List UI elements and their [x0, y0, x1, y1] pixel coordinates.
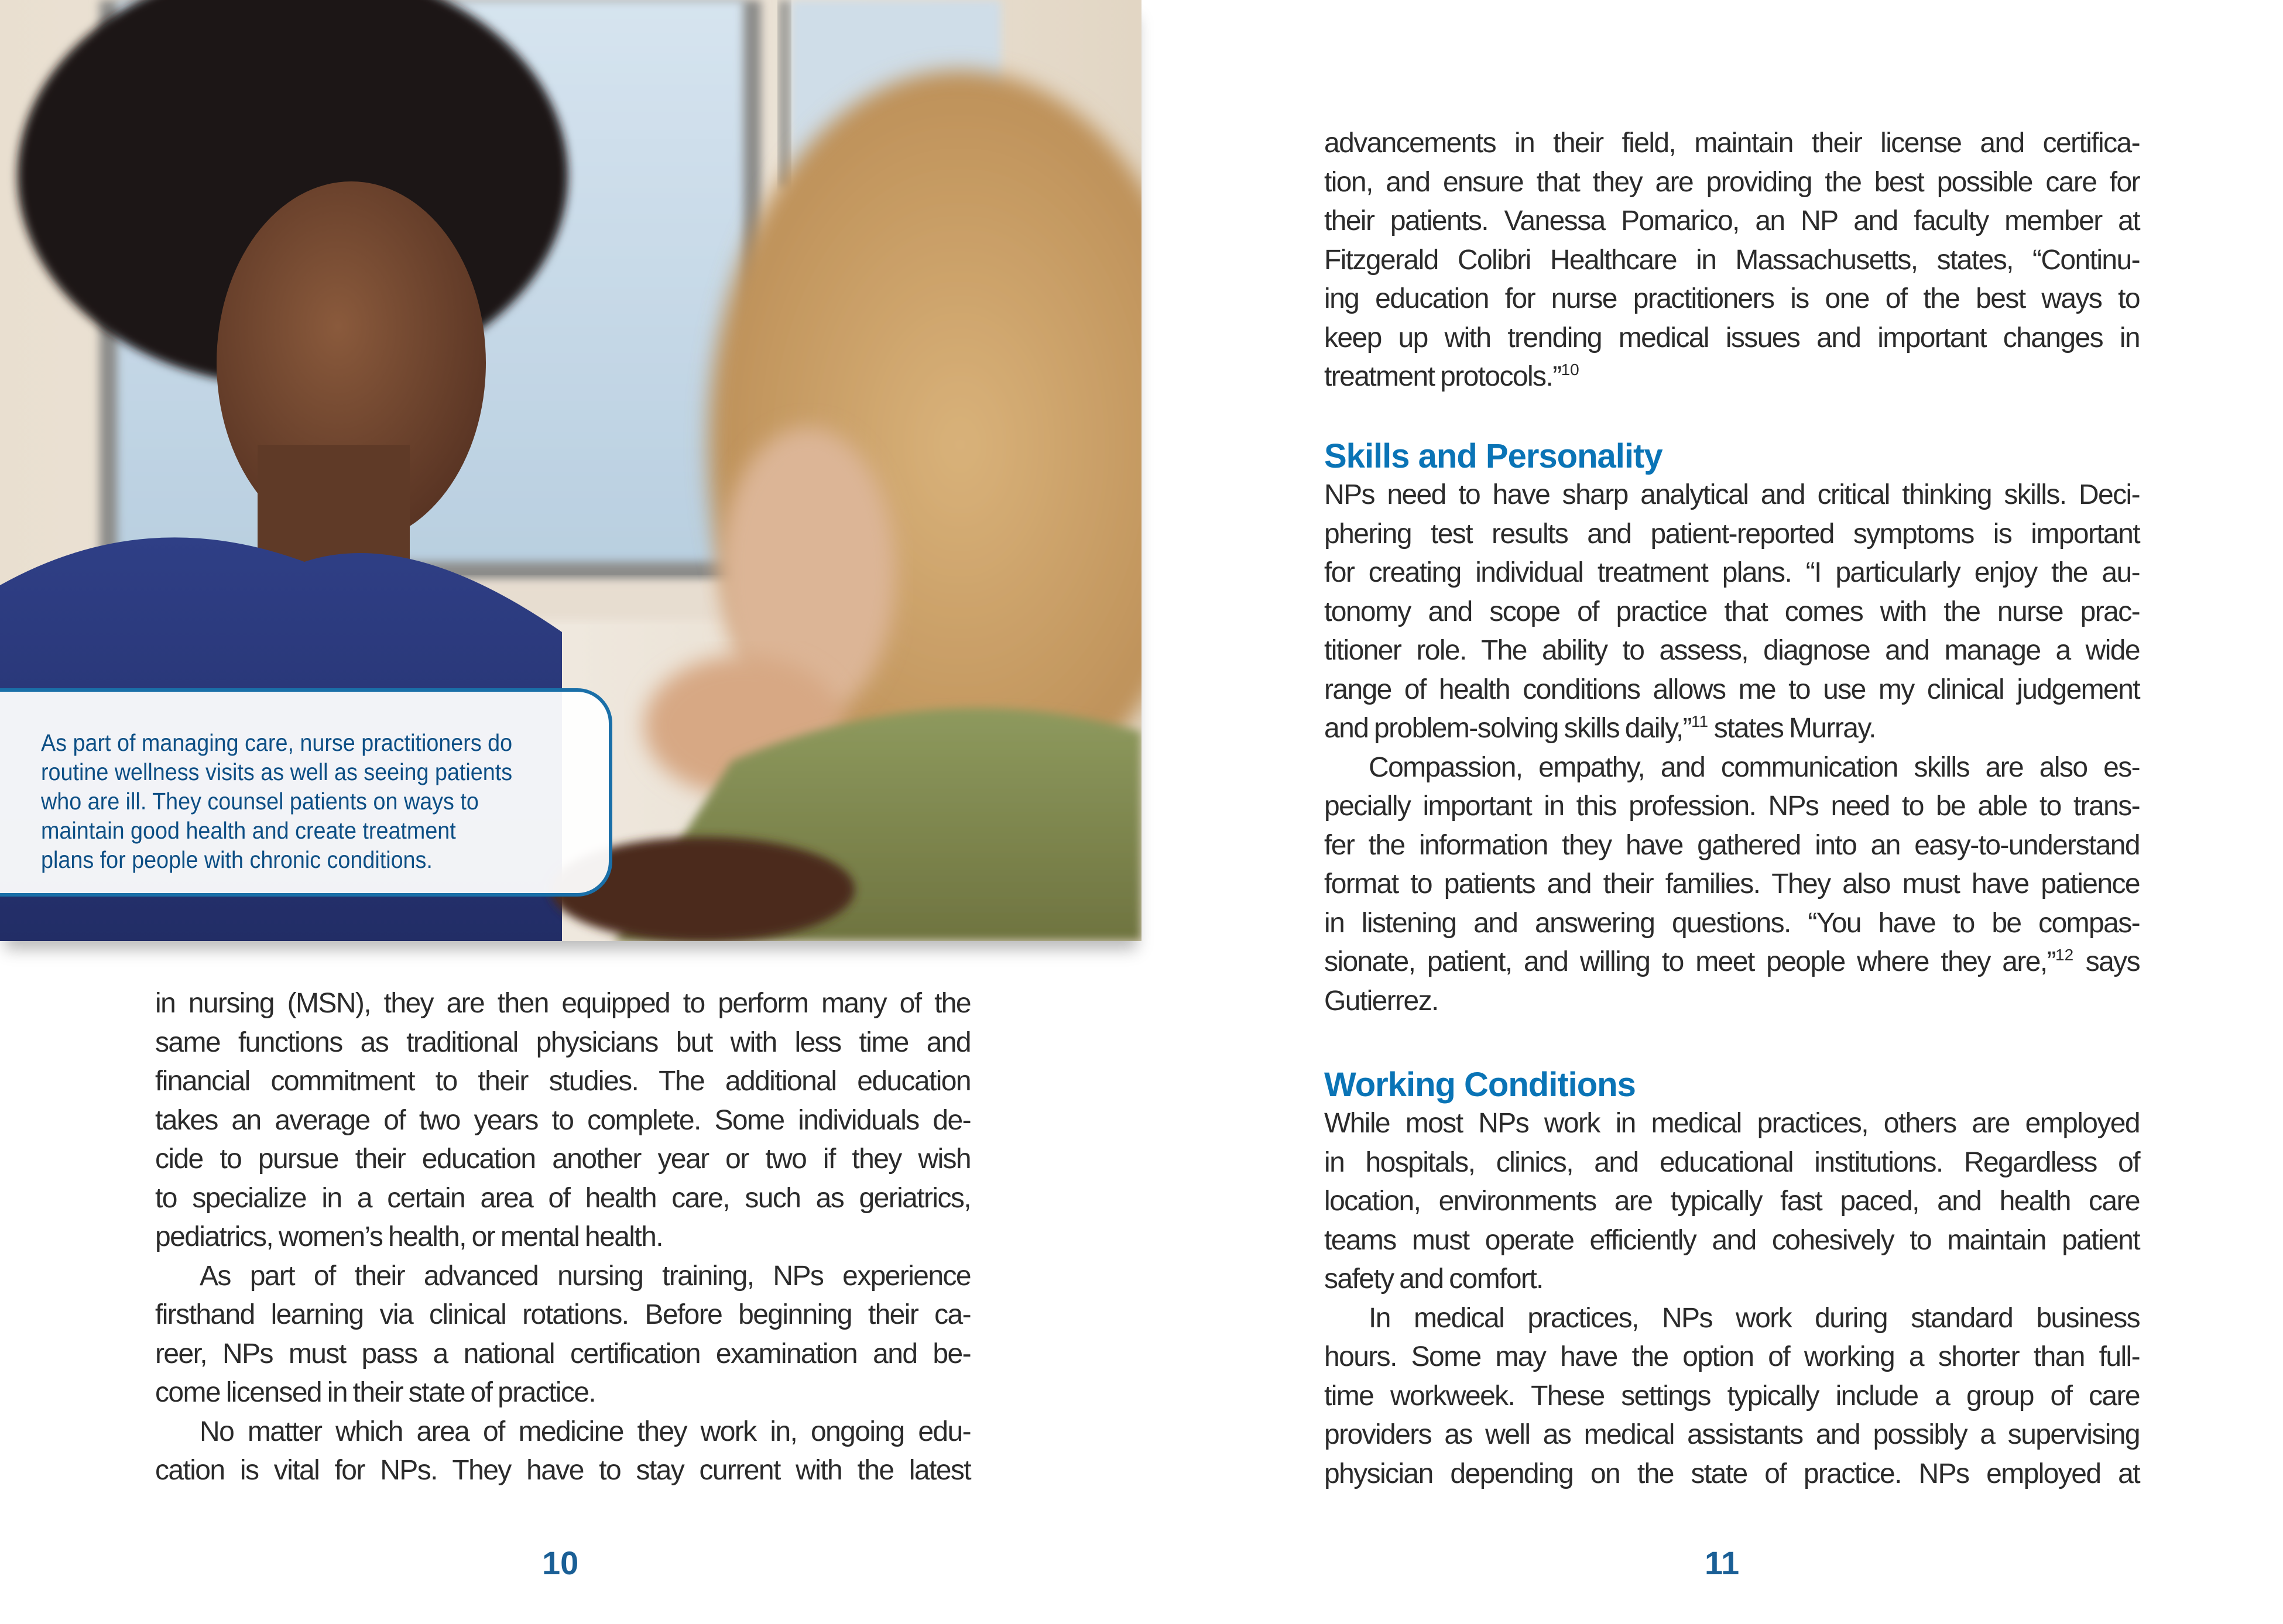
text-line: ing education for nurse practitioners is one of the best ways to	[1324, 283, 2140, 314]
text-line: physician depending on the state of practice. NPs employed at	[1324, 1458, 2140, 1489]
caption-line: plans for people with chronic conditions.	[41, 846, 433, 873]
text-line: in nursing (MSN), they are then equipped to perform many of the	[155, 988, 971, 1019]
text-line: teams must operate efficiently and cohesively to maintain patient	[1324, 1224, 2140, 1256]
text-line: takes an average of two years to complete. Some individuals de-	[155, 1104, 971, 1136]
text-line: range of health conditions allows me to use my clinical judgement	[1324, 674, 2140, 705]
text-line: No matter which area of medicine they work in, ongoing edu-	[200, 1416, 971, 1447]
text-line: advancements in their field, maintain their license and certifica-	[1324, 128, 2140, 159]
working-section-body	[1324, 1104, 2140, 1493]
section-heading-working: Working Conditions	[1324, 1066, 1636, 1104]
skills-section-body	[1324, 476, 2140, 1021]
text-line: fer the information they have gathered into an easy-to-understand	[1324, 829, 2140, 861]
text-line: time workweek. These settings typically include a group of care	[1324, 1380, 2140, 1412]
page-number-left: 10	[542, 1544, 579, 1581]
left-page-body	[155, 984, 971, 1491]
text-line: In medical practices, NPs work during standard business	[1369, 1302, 2140, 1334]
text-line: format to patients and their families. They also must have patience	[1324, 868, 2140, 899]
footnote-ref: 11	[1691, 712, 1709, 730]
text-line: firsthand learning via clinical rotations. Before beginning their ca-	[155, 1299, 971, 1330]
text-line: safety and comfort.	[1324, 1264, 1543, 1295]
text-line: Compassion, empathy, and communication skills are also es-	[1369, 751, 2140, 783]
caption-line: maintain good health and create treatment	[41, 817, 456, 844]
text-line: While most NPs work in medical practices, others are employed	[1324, 1108, 2140, 1139]
text-line: pecially important in this profession. NPs need to be able to trans-	[1324, 791, 2140, 822]
text-fragment: and problem-solving skills daily,”	[1324, 713, 1691, 744]
footnote-ref: 10	[1561, 360, 1579, 379]
text-line: cide to pursue their education another year or two if they wish	[155, 1144, 971, 1175]
text-line: come licensed in their state of practice.	[155, 1377, 596, 1408]
text-line: keep up with trending medical issues and important changes in	[1324, 322, 2140, 353]
text-line: location, environments are typically fast paced, and health care	[1324, 1186, 2140, 1217]
text-fragment: states Murray.	[1708, 713, 1876, 744]
text-line: to specialize in a certain area of health care, such as geriatrics,	[155, 1182, 971, 1214]
text-line	[1324, 943, 2140, 982]
text-line: hours. Some may have the option of working a shorter than full-	[1324, 1341, 2140, 1372]
text-line	[1324, 358, 2140, 397]
caption-line: As part of managing care, nurse practitioners do	[41, 729, 513, 756]
page-number-right: 11	[1705, 1544, 1740, 1581]
text-line: financial commitment to their studies. The additional education	[155, 1066, 971, 1097]
text-line: for creating individual treatment plans. “I particularly enjoy the au-	[1324, 557, 2140, 588]
text-line: in hospitals, clinics, and educational institutions. Regardless of	[1324, 1146, 2140, 1178]
text-line: tion, and ensure that they are providing the best possible care for	[1324, 166, 2140, 198]
text-line: NPs need to have sharp analytical and critical thinking skills. Deci-	[1324, 479, 2140, 510]
text-line: providers as well as medical assistants and possibly a supervising	[1324, 1419, 2140, 1450]
caption-line: routine wellness visits as well as seeing patients	[41, 758, 513, 785]
text-line: same functions as traditional physicians but with less time and	[155, 1026, 971, 1058]
text-line: reer, NPs must pass a national certification examination and be-	[155, 1338, 971, 1369]
text-fragment: sionate, patient, and willing to meet people where they are,”	[1324, 946, 2055, 977]
text-line: their patients. Vanessa Pomarico, an NP and faculty member at	[1324, 205, 2140, 236]
photo-caption	[41, 728, 603, 874]
text-line: As part of their advanced nursing training, NPs experience	[200, 1260, 971, 1292]
nurse-patient-photo	[0, 0, 1142, 941]
footnote-ref: 12	[2055, 946, 2074, 964]
text-line: titioner role. The ability to assess, diagnose and manage a wide	[1324, 635, 2140, 666]
photo-caption-box	[0, 688, 612, 897]
text-line: Gutierrez.	[1324, 985, 1438, 1017]
text-line: Fitzgerald Colibri Healthcare in Massachusetts, states, “Continu-	[1324, 244, 2140, 276]
text-line: pediatrics, women’s health, or mental health.	[155, 1221, 663, 1252]
text-line: phering test results and patient-reported symptoms is important	[1324, 518, 2140, 550]
text-line: in listening and answering questions. “You have to be compas-	[1324, 907, 2140, 939]
caption-line: who are ill. They counsel patients on ways to	[41, 788, 479, 815]
section-heading-skills: Skills and Personality	[1324, 437, 1662, 475]
text-line: cation is vital for NPs. They have to stay current with the latest	[155, 1455, 971, 1486]
text-line: tonomy and scope of practice that comes with the nurse prac-	[1324, 596, 2140, 627]
text-line	[1324, 709, 2140, 749]
text-fragment: says	[2073, 946, 2140, 977]
text-fragment: treatment protocols.”	[1324, 361, 1561, 392]
right-page-intro	[1324, 124, 2140, 397]
